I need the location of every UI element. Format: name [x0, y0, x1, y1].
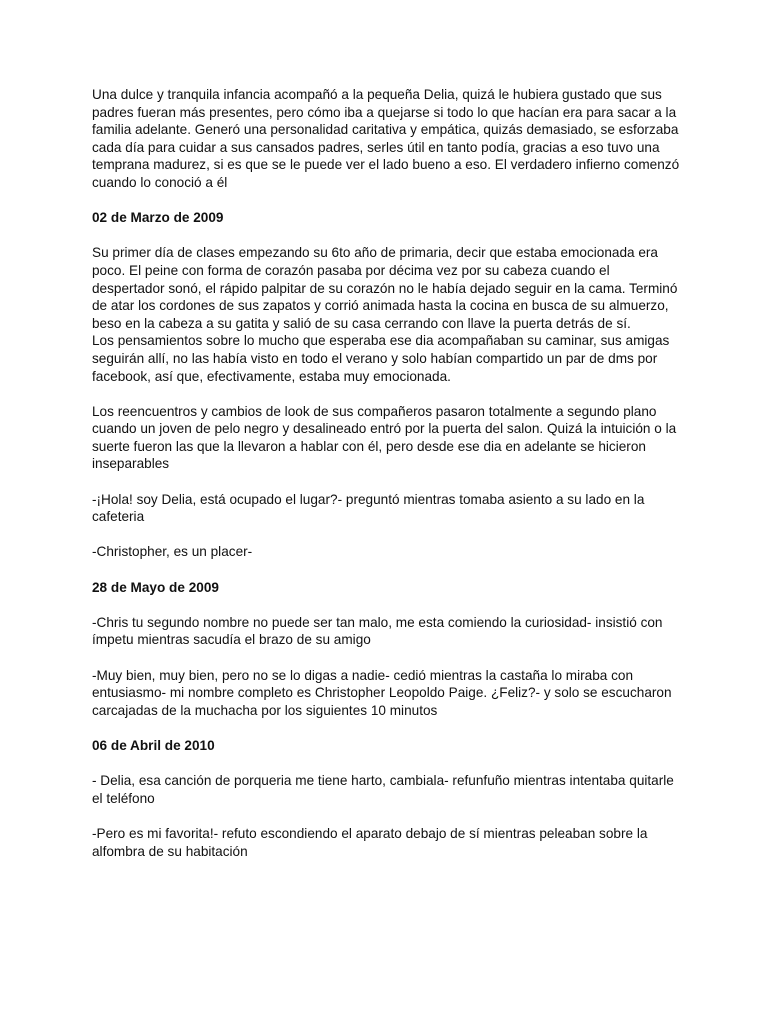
story-paragraph: Los pensamientos sobre lo mucho que esperaba ese dia acompañaban su caminar, sus amigas seguirán allí, no las había visto en todo el verano y solo habían compartido un par de dms por facebook, así que, efectivamente, estaba muy emocionada. — [92, 333, 670, 384]
date-heading: 02 de Marzo de 2009 — [92, 210, 224, 226]
dialogue-line: -Christopher, es un placer- — [92, 544, 253, 560]
intro-paragraph: Una dulce y tranquila infancia acompañó a la pequeña Delia, quizá le hubiera gustado que sus padres fueran más presentes, pero cómo iba a quejarse si todo lo que hacían era para sacar a la familia adelante. Generó una personalidad caritativa y empática, quizás demasiado, se esforzaba cada día para cuidar a sus cansados padres, serles útil en tanto podía, gracias a eso tuvo una temprana madurez, si es que se le puede ver el lado bueno a eso. El verdadero infierno comenzó cuando lo conoció a él — [92, 87, 680, 190]
date-heading: 28 de Mayo de 2009 — [92, 579, 219, 595]
dialogue-line: -Muy bien, muy bien, pero no se lo digas a nadie- cedió mientras la castaña lo miraba con entusiasmo- mi nombre completo es Christopher Leopoldo Paige. ¿Feliz?- y solo se escucharon carcajadas de la muchacha por los siguientes 10 minutos — [92, 667, 672, 718]
date-heading: 06 de Abril de 2010 — [92, 737, 215, 753]
story-paragraph: Los reencuentros y cambios de look de sus compañeros pasaron totalmente a segundo plano cuando un joven de pelo negro y desalineado entró por la puerta del salon. Quizá la intuición o la suerte fueron las que la llevaron a hablar con él, pero desde ese dia en adelante se hicieron inseparables — [92, 403, 677, 472]
document-page — [92, 86, 684, 878]
story-paragraph: Su primer día de clases empezando su 6to año de primaria, decir que estaba emocionada era poco. El peine con forma de corazón pasaba por décima vez por su cabeza cuando el despertador sonó, el rápido palpitar de su corazón no le había dejado seguir en la cama. Terminó de atar los cordones de sus zapatos y corrió animada hasta la cocina en busca de su almuerzo, beso en la cabeza a su gatita y salió de su casa cerrando con llave la puerta detrás de sí. — [92, 245, 678, 331]
dialogue-line: -Pero es mi favorita!- refuto escondiendo el aparato debajo de sí mientras peleaban sobre la alfombra de su habitación — [92, 825, 648, 859]
dialogue-line: -Chris tu segundo nombre no puede ser tan malo, me esta comiendo la curiosidad- insistió con ímpetu mientras sacudía el brazo de su amigo — [92, 614, 663, 648]
dialogue-line: - Delia, esa canción de porqueria me tiene harto, cambiala- refunfuño mientras intentaba quitarle el teléfono — [92, 773, 674, 806]
dialogue-line: -¡Hola! soy Delia, está ocupado el lugar?- preguntó mientras tomaba asiento a su lado en la cafeteria — [92, 491, 645, 525]
